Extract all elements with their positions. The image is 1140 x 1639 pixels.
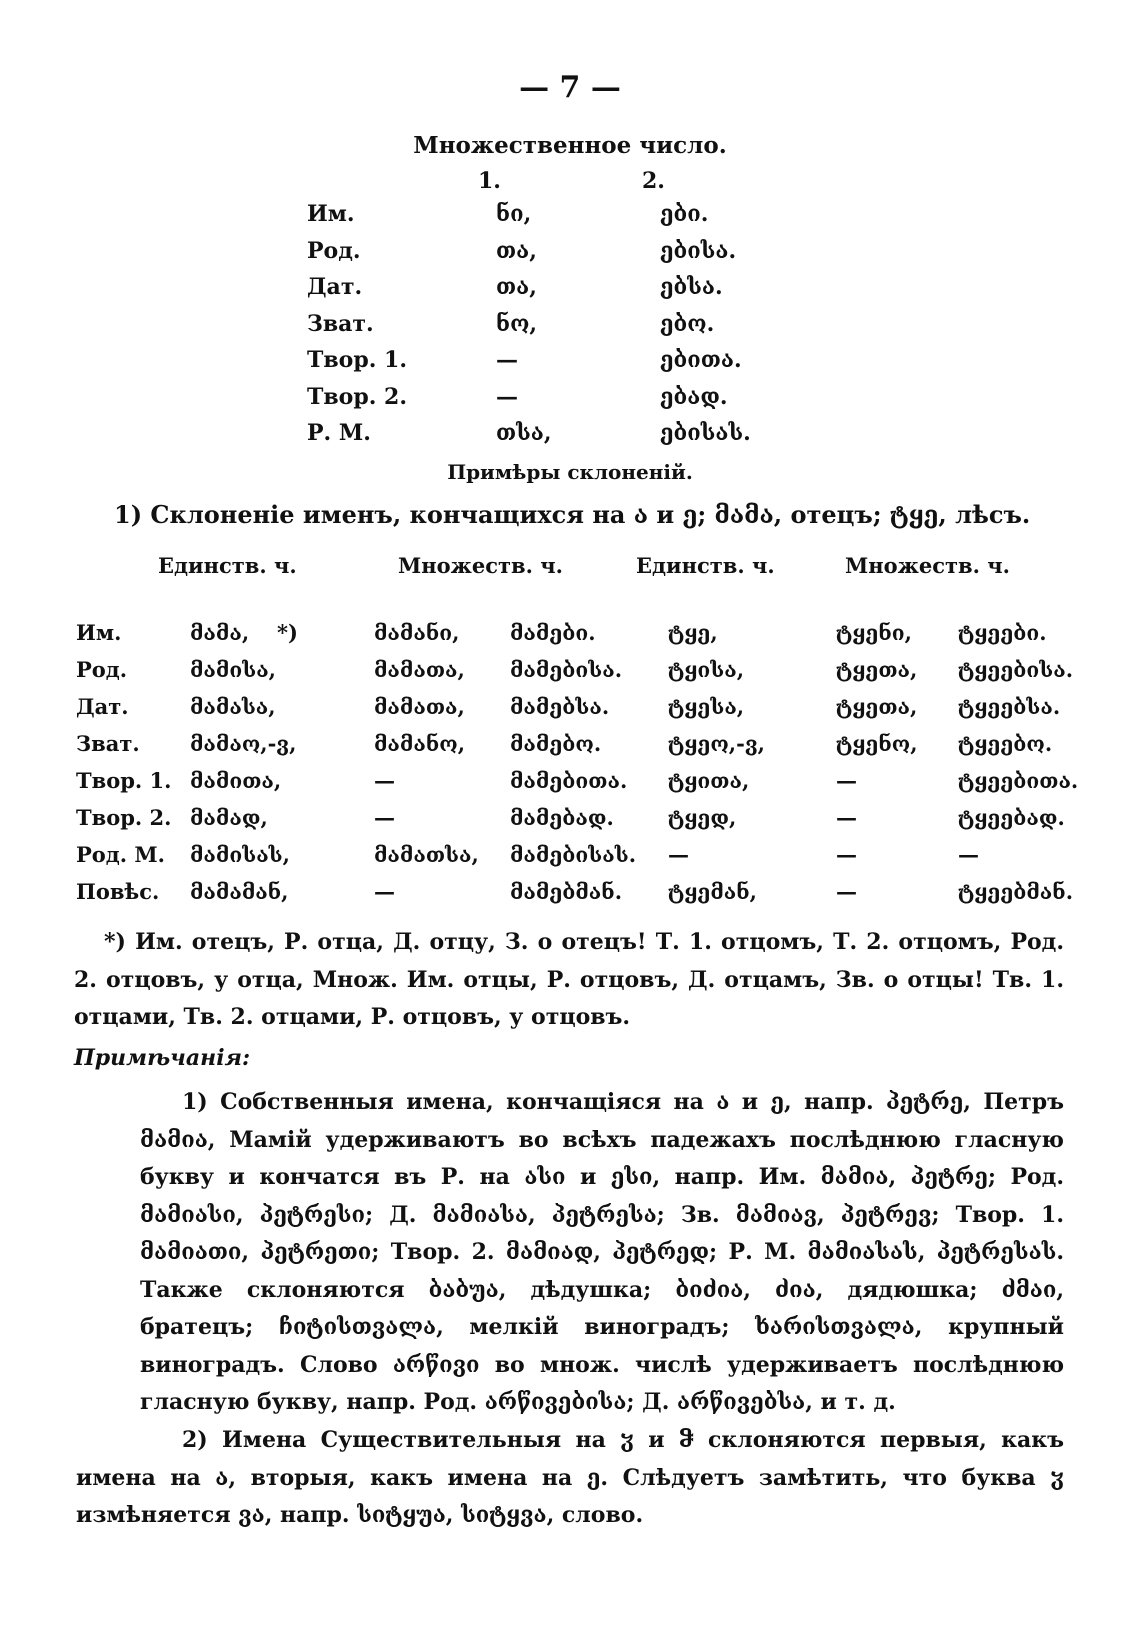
plural-ending-1: — (496, 347, 518, 373)
plural-1b: მამები. (510, 620, 596, 645)
case-label: Твор. 2. (76, 805, 172, 830)
singular-2: — (668, 842, 689, 867)
singular-2: ტყე, (668, 620, 718, 645)
plural-ending-2: ებო. (660, 310, 715, 337)
singular-1: მამისას, (190, 842, 290, 867)
examples-title: Примѣры склоненій. (447, 460, 693, 484)
plural-1a: მამათა, (374, 694, 465, 719)
plural-2a: ტყენი, (836, 620, 912, 645)
plural-1b: მამებსა. (510, 694, 610, 719)
plural-ending-1: თა, (496, 274, 537, 300)
plural-2b: ტყეებო. (958, 731, 1053, 756)
singular-2: ტყითა, (668, 768, 750, 793)
plural-case-label: Зват. (307, 310, 374, 337)
case-label: Дат. (76, 694, 129, 719)
plural-1b: მამებო. (510, 731, 602, 756)
plural-ending-1: თსა, (496, 420, 552, 446)
plural-2b: ტყეებმან. (958, 879, 1074, 904)
plural-1a: — (374, 768, 395, 793)
plural-1a: მამათა, (374, 657, 465, 682)
plural-ending-1: ნი, (496, 201, 532, 227)
plural-2b: ტყეებად. (958, 805, 1065, 830)
plural-case-label: Им. (307, 201, 355, 227)
plural-2a: ტყეთა, (836, 694, 918, 719)
plural-1b: მამებისა. (510, 657, 623, 682)
footnote: *) Им. отецъ, Р. отца, Д. отцу, З. о отецъ! Т. 1. отцомъ, Т. 2. отцомъ, Род. 2. отцовъ, у отца, Множ. Им. отцы, Р. отцовъ, Д. отцамъ, Зв. о отцы! Тв. 1. отцами, Тв. 2. отцами, Р. отцовъ, у отцовъ. (74, 929, 1064, 1030)
plural-ending-2: ებითა. (660, 347, 742, 373)
plural-1b: მამებისას. (510, 842, 636, 867)
plural-case-label: Р. М. (307, 420, 371, 446)
plural-2a: — (836, 879, 857, 904)
note-1: 1) Собственныя имена, кончащіяся на ა и ე, напр. პეტრე, Петръ მამია, Мамій удерживаютъ во всѣхъ падежахъ послѣднюю гласную букву и кончатся въ Р. на ასი и ესი, напр. Им. მამია, პეტრე; Род. მამიასი, პეტრესი; Д. მამიასა, პეტრესა; Зв. მამიავ, პეტრევ; Твор. 1. მამიათი, პეტრეთი; Твор. 2. მამიად, პეტრედ; Р. М. მამიასას, პეტრესას. Также склоняются ბაბუა, дѣдушка; ბიძია, ძია, дядюшка; ძმაი, братецъ; ჩიტისთვალა, мелкій виноградъ; ხარისთვალა, крупный виноградъ. Слово არწივი во множ. числѣ удерживаетъ послѣднюю гласную букву, напр. Род. არწივებისა; Д. არწივებსა, и т. д. (140, 1089, 1064, 1415)
case-label: Им. (76, 620, 122, 645)
note-2: 2) Имена Существительныя на ჳ и ჵ склоняются первыя, какъ имена на ა, вторыя, какъ имена на ე. Слѣдуетъ замѣтить, что буква ჳ измѣняется ვა, напр. სიტყუა, სიტყვა, слово. (76, 1427, 1064, 1528)
singular-2: ტყისა, (668, 657, 745, 682)
plural-1b: მამებმან. (510, 879, 623, 904)
plural-1b: მამებითა. (510, 768, 628, 793)
footnote-mark: *) (277, 620, 298, 645)
singular-1: მამამან, (190, 879, 289, 904)
table-header-sing-1: Единств. ч. (158, 553, 297, 578)
singular-1: მამაო,-ვ, (190, 731, 297, 756)
table-header-plur-1: Множеств. ч. (398, 553, 563, 578)
plural-col-head-1: 1. (478, 168, 501, 194)
plural-case-label: Твор. 2. (307, 383, 407, 410)
singular-2: ტყემან, (668, 879, 757, 904)
plural-ending-2: ებად. (660, 383, 728, 410)
plural-2b: ტყეებსა. (958, 694, 1061, 719)
plural-ending-2: ებისა. (660, 237, 737, 264)
singular-2: ტყედ, (668, 805, 737, 830)
singular-1: მამითა, (190, 768, 282, 793)
plural-1a: მამანი, (374, 620, 460, 645)
plural-2b: — (958, 842, 979, 867)
plural-1a: — (374, 879, 395, 904)
singular-1: მამასა, (190, 694, 276, 719)
table-header-plur-2: Множеств. ч. (845, 553, 1010, 578)
case-label: Повѣс. (76, 879, 160, 904)
plural-2a: — (836, 805, 857, 830)
plural-2a: — (836, 768, 857, 793)
singular-2: ტყეო,-ვ, (668, 731, 765, 756)
plural-ending-1: ნო, (496, 310, 538, 337)
singular-1: მამა, (190, 620, 250, 645)
plural-ending-2: ები. (660, 201, 709, 227)
plural-case-label: Твор. 1. (307, 347, 407, 373)
case-label: Род. М. (76, 842, 165, 867)
singular-2: ტყესა, (668, 694, 745, 719)
plural-ending-2: ებისას. (660, 420, 751, 446)
case-label: Зват. (76, 731, 140, 756)
plural-1b: მამებად. (510, 805, 614, 830)
plural-ending-1: თა, (496, 237, 537, 264)
plural-case-label: Род. (307, 237, 361, 264)
plural-case-label: Дат. (307, 274, 363, 300)
plural-2b: ტყეებითა. (958, 768, 1079, 793)
declension-intro: 1) Склоненіе именъ, кончащихся на ა и ე; მამა, отецъ; ტყე, лѣсъ. (114, 500, 1031, 529)
plural-2a: — (836, 842, 857, 867)
plural-1a: მამათსა, (374, 842, 479, 867)
plural-2b: ტყეები. (958, 620, 1047, 645)
notes-title: Примѣчанія: (74, 1045, 251, 1071)
table-header-sing-2: Единств. ч. (636, 553, 775, 578)
page-number: — 7 — (519, 70, 621, 105)
singular-1: მამისა, (190, 657, 276, 682)
plural-1a: — (374, 805, 395, 830)
plural-1a: მამანო, (374, 731, 466, 756)
plural-2a: ტყენო, (836, 731, 918, 756)
singular-1: მამად, (190, 805, 268, 830)
case-label: Твор. 1. (76, 768, 172, 793)
plural-2a: ტყეთა, (836, 657, 918, 682)
plural-ending-2: ებსა. (660, 274, 723, 300)
plural-2b: ტყეებისა. (958, 657, 1074, 682)
plural-title: Множественное число. (413, 132, 727, 159)
case-label: Род. (76, 657, 128, 682)
plural-col-head-2: 2. (642, 168, 665, 194)
plural-ending-1: — (496, 383, 518, 410)
